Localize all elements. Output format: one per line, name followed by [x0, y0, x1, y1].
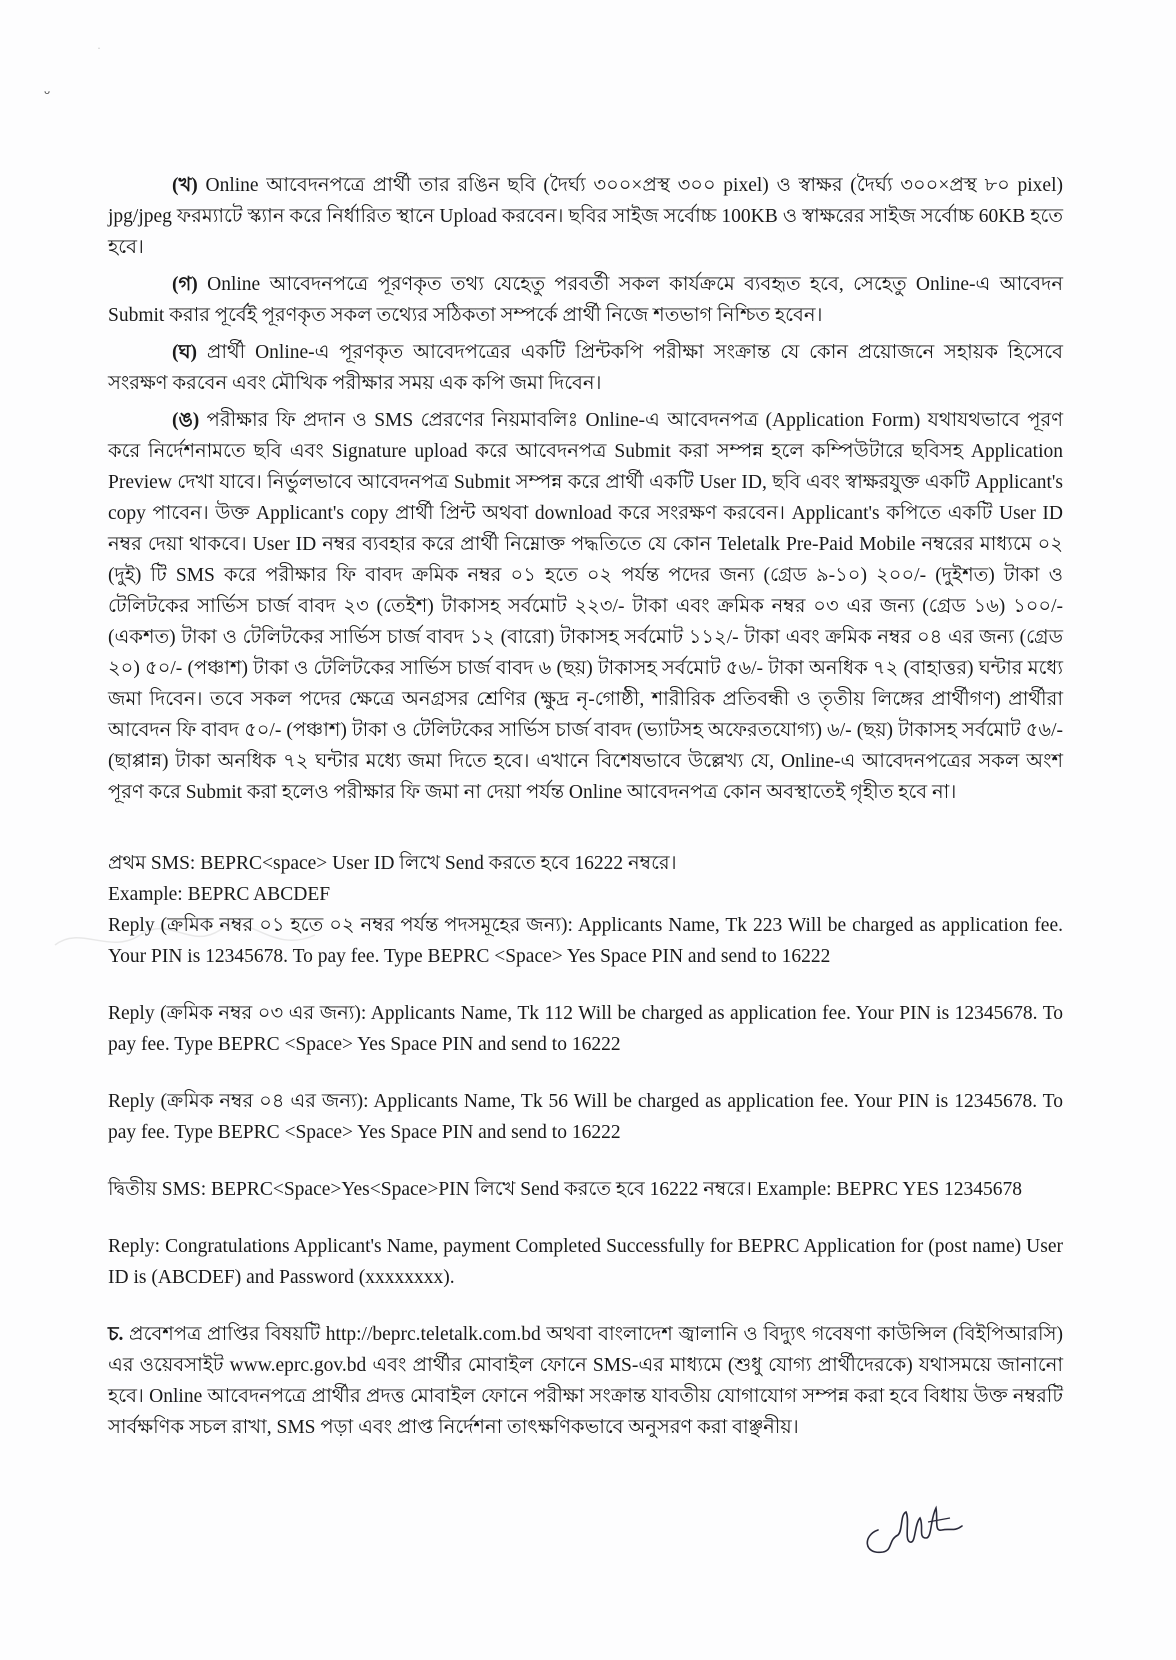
section-text: পরীক্ষার ফি প্রদান ও SMS প্রেরণের নিয়মাবলিঃ Online-এ আবেদনপত্র (Application Form) যথাযথভাবে পূরণ করে নির্দেশনামতে ছবি এবং Signature upload করে আবেদনপত্র Submit করা সম্পন্ন হলে কম্পিউটারে ছবিসহ Application Preview দেখা যাবে। নির্ভুলভাবে আবেদনপত্র Submit সম্পন্ন করে প্রার্থী একটি User ID, ছবি এবং স্বাক্ষরযুক্ত একটি Applicant's copy পাবেন। উক্ত Applicant's copy প্রার্থী প্রিন্ট অথবা download করে সংরক্ষণ করবেন। Applicant's কপিতে একটি User ID নম্বর দেয়া থাকবে। User ID নম্বর ব্যবহার করে প্রার্থী নিম্নোক্ত পদ্ধতিতে যে কোন Teletalk Pre-Paid Mobile নম্বরের মাধ্যমে ০২ (দুই) টি SMS করে পরীক্ষার ফি বাবদ ক্রমিক নম্বর ০১ হতে ০২ পর্যন্ত পদের জন্য (গ্রেড ৯-১০) ২০০/- (দুইশত) টাকা ও টেলিটকের সার্ভিস চার্জ বাবদ ২৩ (তেইশ) টাকাসহ সর্বমোট ২২৩/- টাকা এবং ক্রমিক নম্বর ০৩ এর জন্য (গ্রেড ১৬) ১০০/- (একশত) টাকা ও টেলিটকের সার্ভিস চার্জ বাবদ ১২ (বারো) টাকাসহ সর্বমোট ১১২/- টাকা এবং ক্রমিক নম্বর ০৪ এর জন্য (গ্রেড ২০) ৫০/- (পঞ্চাশ) টাকা ও টেলিটকের সার্ভিস চার্জ বাবদ ৬ (ছয়) টাকাসহ সর্বমোট ৫৬/- টাকা অনধিক ৭২ (বাহাত্তর) ঘন্টার মধ্যে জমা দিবেন। তবে সকল পদের ক্ষেত্রে অনগ্রসর শ্রেণির (ক্ষুদ্র নৃ-গোষ্ঠী, শারীরিক প্রতিবন্ধী ও তৃতীয় লিঙ্গের প্রার্থীগণ) প্রার্থীরা আবেদন ফি বাবদ ৫০/- (পঞ্চাশ) টাকা ও টেলিটকের সার্ভিস চার্জ বাবদ (ভ্যাটসহ অফেরতযোগ্য) ৬/- (ছয়) টাকাসহ সর্বমোট ৫৬/- (ছাপ্পান্ন) টাকা অনধিক ৭২ ঘন্টার মধ্যে জমা দিতে হবে। এখানে বিশেষভাবে উল্লেখ্য যে, Online-এ আবেদনপত্রের সকল অংশ পূরণ করে Submit করা হলেও পরীক্ষার ফি জমা না দেয়া পর্যন্ত Online আবেদনপত্র কোন অবস্থাতেই গৃহীত হবে না।: [108, 410, 1063, 803]
spacer: [108, 1148, 1063, 1174]
spacer: [108, 1205, 1063, 1231]
spacer: [108, 1293, 1063, 1319]
section-label: (খ): [172, 175, 198, 196]
spacer: [108, 1060, 1063, 1086]
document-body: [108, 170, 1063, 1449]
spacer: [108, 972, 1063, 998]
section-label: (ঘ): [172, 342, 198, 363]
final-reply: Reply: Congratulations Applicant's Name, payment Completed Successfully for BEPRC Application for (post name) User ID is (ABCDEF) and Password (xxxxxxxx).: [108, 1236, 1063, 1288]
second-sms-instruction: দ্বিতীয় SMS: BEPRC<Space>Yes<Space>PIN লিখে Send করতে হবে 16222 নম্বরে। Example: BEPRC YES 12345678: [108, 1179, 1023, 1200]
section-gha: [108, 337, 1063, 399]
bleed-through-signature-icon: [50, 920, 320, 960]
section-label: (ঙ): [172, 410, 200, 431]
reply-grade-9-10: Reply (ক্রমিক নম্বর ০১ হতে ০২ নম্বর পর্যন্ত পদসমূহের জন্য): Applicants Name, Tk 223 Will be charged as application fee. Your PIN is 12345678. To pay fee. Type BEPRC <Space> Yes Space PIN and send to 16222: [108, 915, 1063, 967]
section-label: চ.: [108, 1324, 124, 1345]
section-ga: [108, 269, 1063, 331]
section-text: Online আবেদনপত্রে পূরণকৃত তথ্য যেহেতু পরবর্তী সকল কার্যক্রমে ব্যবহৃত হবে, সেহেতু Online-এ আবেদন Submit করার পূর্বেই পূরণকৃত সকল তথ্যের সঠিকতা সম্পর্কে প্রার্থী নিজে শতভাগ নিশ্চিত হবেন।: [108, 274, 1063, 326]
section-umo: [108, 405, 1063, 808]
section-cha-admit-card: [108, 1319, 1063, 1443]
signature-icon: [858, 1500, 968, 1560]
section-kha: [108, 170, 1063, 263]
section-text: প্রার্থী Online-এ পূরণকৃত আবেদপত্রের একটি প্রিন্টকপি পরীক্ষা সংক্রান্ত যে কোন প্রয়োজনে সহায়ক হিসেবে সংরক্ষণ করবেন এবং মৌখিক পরীক্ষার সময় এক কপি জমা দিবেন।: [108, 342, 1063, 394]
reply-serial-04: Reply (ক্রমিক নম্বর ০৪ এর জন্য): Applicants Name, Tk 56 Will be charged as application fee. Your PIN is 12345678. To pay fee. Type BEPRC <Space> Yes Space PIN and send to 16222: [108, 1091, 1063, 1143]
section-label: (গ): [172, 274, 198, 295]
reply-serial-03: Reply (ক্রমিক নম্বর ০৩ এর জন্য): Applicants Name, Tk 112 Will be charged as application fee. Your PIN is 12345678. To pay fee. Type BEPRC <Space> Yes Space PIN and send to 16222: [108, 1003, 1063, 1055]
first-sms-example: Example: BEPRC ABCDEF: [108, 884, 331, 905]
first-sms-instruction: প্রথম SMS: BEPRC<space> User ID লিখে Send করতে হবে 16222 নম্বরে।: [108, 853, 677, 874]
section-text: প্রবেশপত্র প্রাপ্তির বিষয়টি http://beprc.teletalk.com.bd অথবা বাংলাদেশ জ্বালানি ও বিদ্যুৎ গবেষণা কাউন্সিল (বিইপিআরসি) এর ওয়েবসাইট www.eprc.gov.bd এবং প্রার্থীর মোবাইল ফোনে SMS-এর মাধ্যমে (শুধু যোগ্য প্রার্থীদেরকে) যথাসময়ে জানানো হবে। Online আবেদনপত্রে প্রার্থীর প্রদত্ত মোবাইল ফোনে পরীক্ষা সংক্রান্ত যাবতীয় যোগাযোগ সম্পন্ন করা হবে বিধায় উক্ত নম্বরটি সার্বক্ষণিক সচল রাখা, SMS পড়া এবং প্রাপ্ত নির্দেশনা তাৎক্ষণিকভাবে অনুসরণ করা বাঞ্ছনীয়।: [108, 1324, 1063, 1438]
section-text: Online আবেদনপত্রে প্রার্থী তার রঙিন ছবি (দৈর্ঘ্য ৩০০×প্রস্থ ৩০০ pixel) ও স্বাক্ষর (দৈর্ঘ্য ৩০০×প্রস্থ ৮০ pixel) jpg/jpeg ফরম্যাটে স্ক্যান করে নির্ধারিত স্থানে Upload করবেন। ছবির সাইজ সর্বোচ্চ 100KB ও স্বাক্ষরের সাইজ সর্বোচ্চ 60KB হতে হবে।: [108, 175, 1063, 258]
spacer: [108, 814, 1063, 848]
scan-speck-mark: ᴗ: [44, 86, 51, 97]
